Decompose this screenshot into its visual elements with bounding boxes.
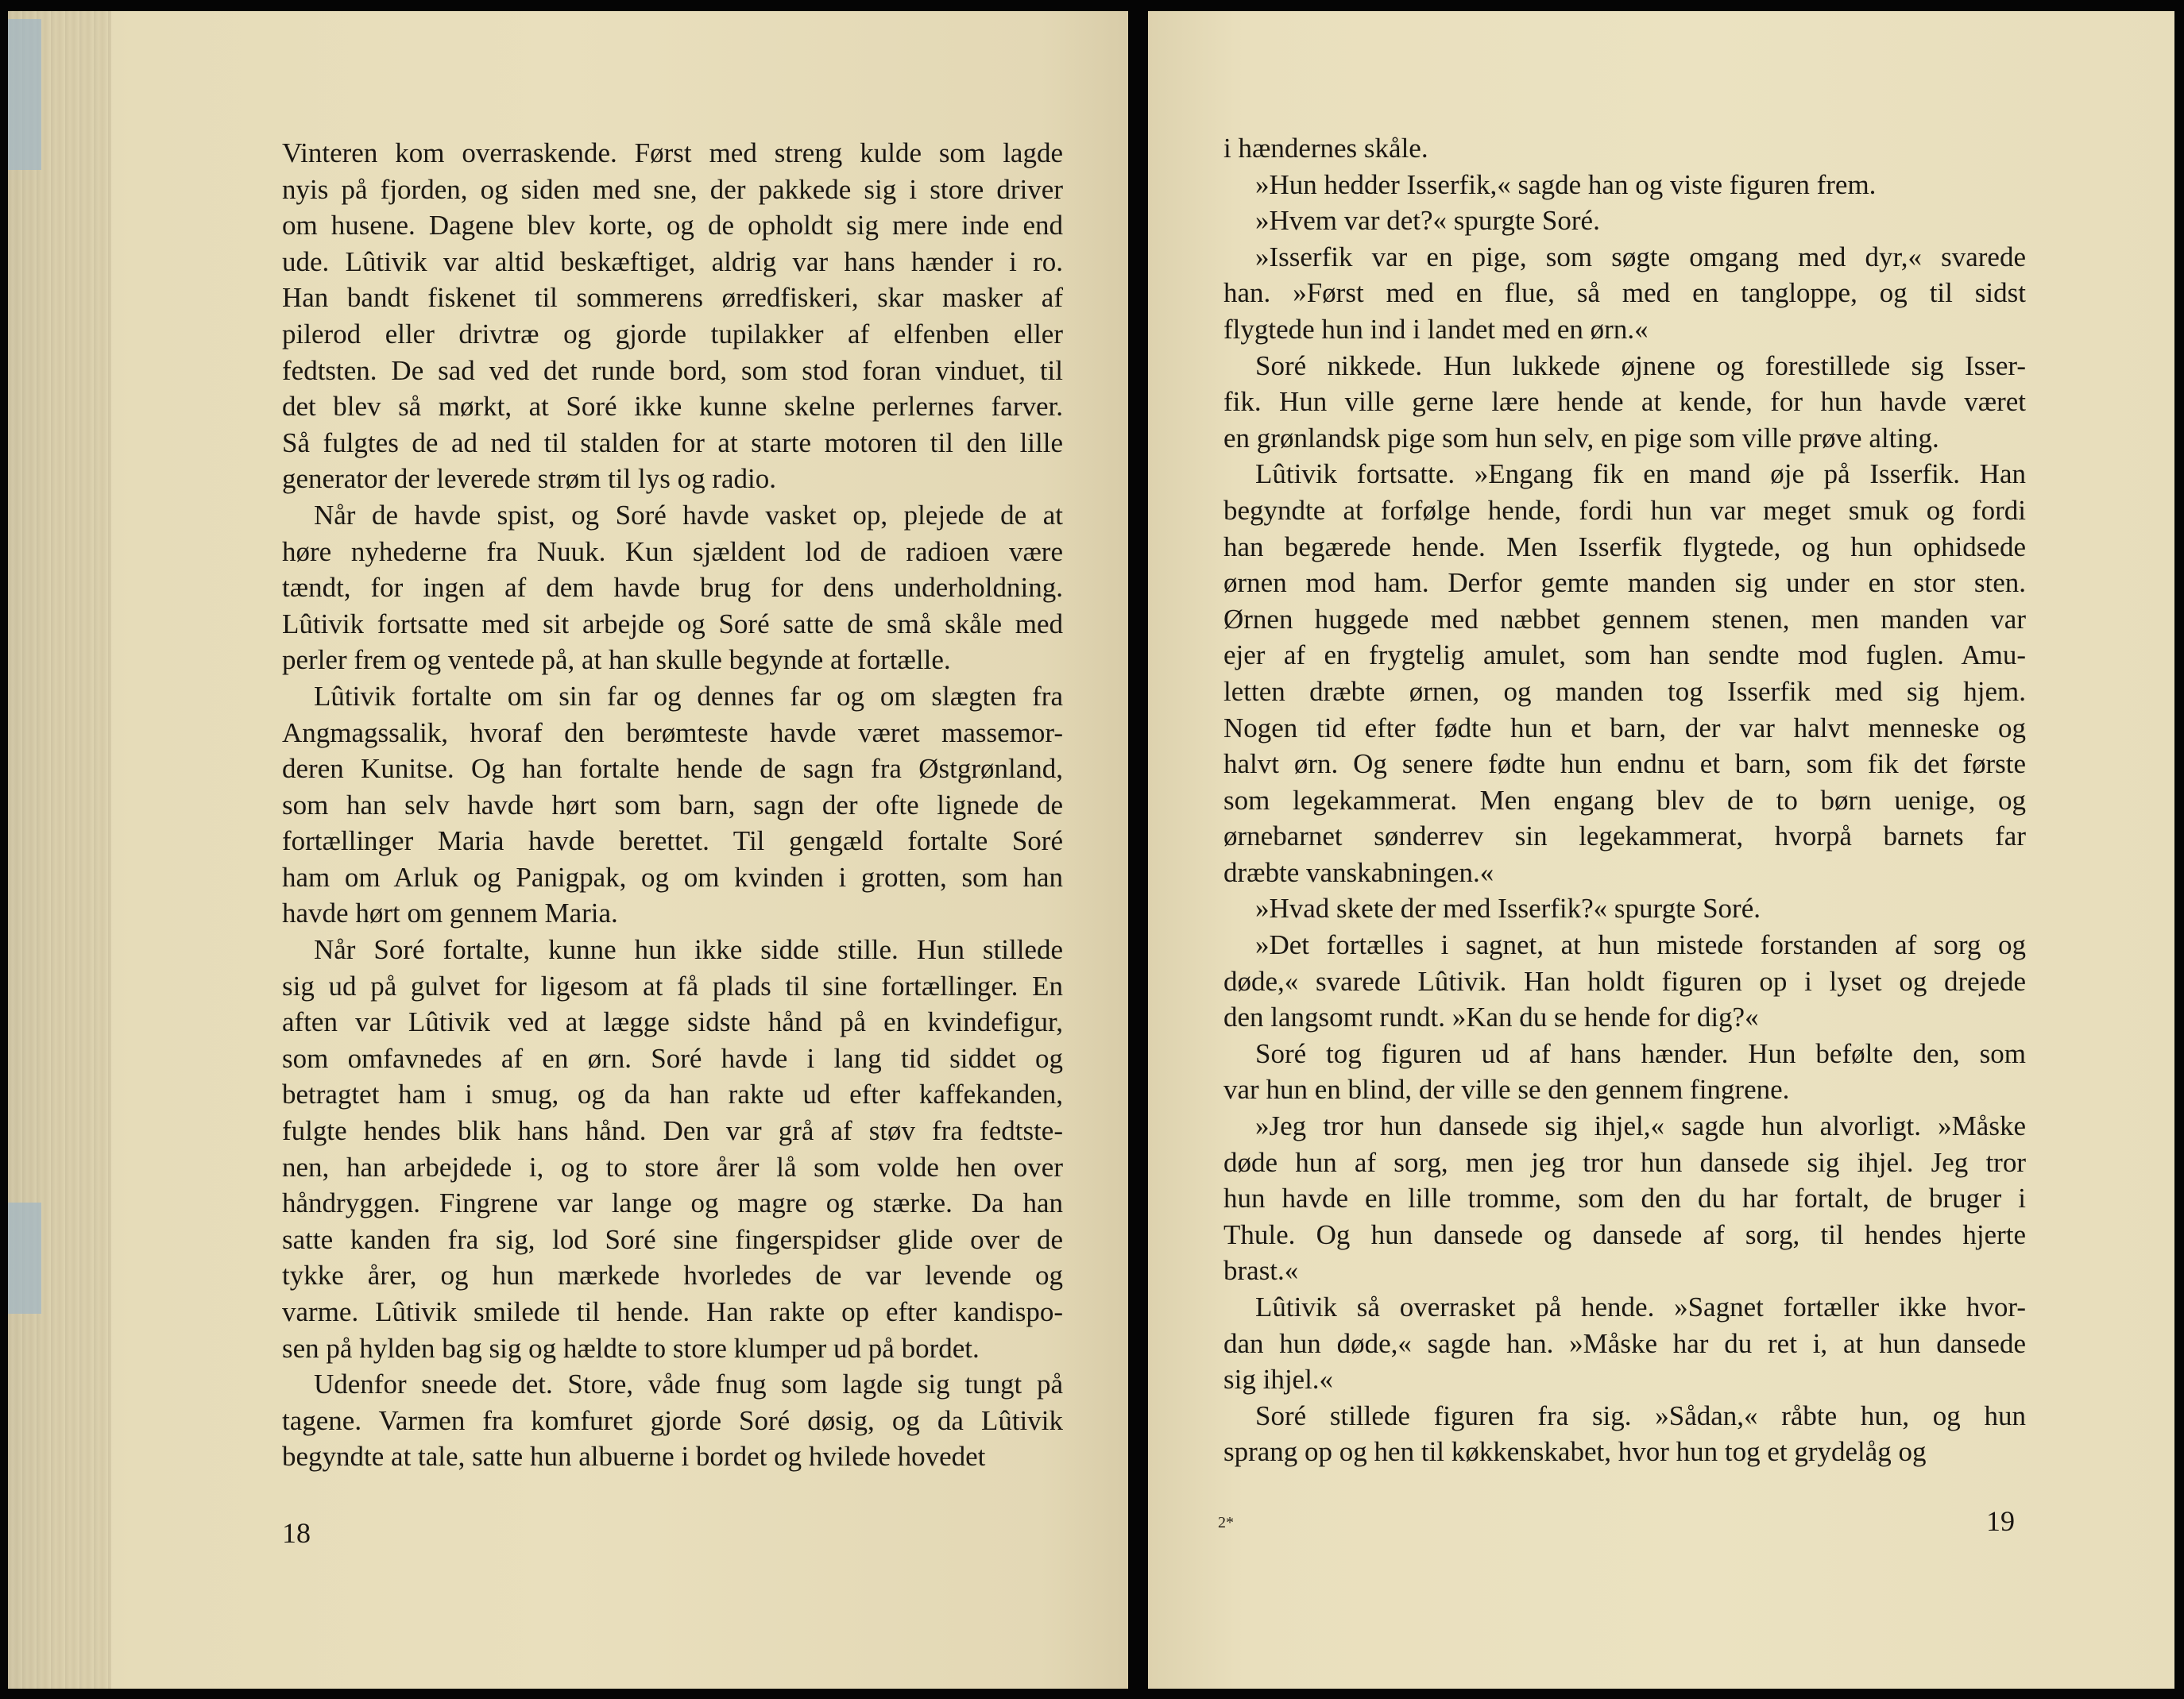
text-line: nen, han arbejdede i, og to store årer lå som volde hen over	[282, 1151, 1063, 1183]
page-number-right: 19	[1986, 1505, 2015, 1537]
text-line: døde,« svarede Lûtivik. Han holdt figuren op i lyset og drejede	[1223, 965, 2026, 997]
text-line: dan hun døde,« sagde han. »Måske har du ret i, at hun dansede	[1223, 1327, 2026, 1359]
text-line: begyndte at forfølge hende, fordi hun var meget smuk og fordi	[1223, 494, 2026, 526]
text-line: »Hun hedder Isserfik,« sagde han og viste figuren frem.	[1255, 168, 1877, 200]
signature-mark: 2*	[1218, 1514, 1234, 1531]
text-line: Ørnen huggede med næbbet gennem stenen, men manden var	[1223, 603, 2026, 635]
text-line: »Hvem var det?« spurgte Soré.	[1255, 205, 1600, 237]
text-line: »Isserfik var en pige, som søgte omgang med dyr,« svarede	[1255, 241, 2026, 272]
text-line: Lûtivik så overrasket på hende. »Sagnet fortæller ikke hvor-	[1255, 1292, 2026, 1323]
text-line: han begærede hende. Men Isserfik flygtede, og hun ophidsede	[1223, 531, 2026, 562]
text-line: en grønlandsk pige som hun selv, en pige som ville prøve alting.	[1223, 422, 1939, 454]
text-line: aften var Lûtivik ved at lægge sidste hånd på en kvindefigur,	[282, 1006, 1063, 1038]
page-number-left: 18	[282, 1517, 311, 1549]
text-line: betragtet ham i smug, og da han rakte ud efter kaffekanden,	[282, 1079, 1063, 1110]
text-line: »Jeg tror hun dansede sig ihjel,« sagde hun alvorligt. »Måske	[1255, 1110, 2026, 1142]
text-line: »Det fortælles i sagnet, at hun mistede forstanden af sorg og	[1255, 929, 2026, 961]
text-line: som legekammerat. Men engang blev de to børn uenige, og	[1223, 784, 2026, 816]
text-line: sprang op og hen til køkkenskabet, hvor hun tog et grydelåg og	[1223, 1436, 1927, 1468]
text-line: havde hørt om gennem Maria.	[282, 898, 618, 929]
text-line: Så fulgtes de ad ned til stalden for at starte motoren til den lille	[282, 427, 1063, 458]
text-line: Udenfor sneede det. Store, våde fnug som lagde sig tungt på	[314, 1369, 1063, 1400]
text-line: Når de havde spist, og Soré havde vasket op, plejede de at	[314, 499, 1063, 531]
text-line: begyndte at tale, satte hun albuerne i bordet og hvilede hovedet	[282, 1441, 986, 1473]
text-line: Lûtivik fortalte om sin far og dennes far og om slægten fra	[314, 680, 1063, 712]
text-line: tagene. Varmen fra komfuret gjorde Soré døsig, og da Lûtivik	[282, 1404, 1063, 1436]
text-line: han. »Først med en flue, så med en tangloppe, og til sidst	[1223, 277, 2026, 309]
text-line: døde hun af sorg, men jeg tror hun dansede sig ihjel. Jeg tror	[1223, 1146, 2026, 1178]
text-line: pilerod eller drivtræ og gjorde tupilakker af elfenben eller	[282, 318, 1063, 349]
text-line: flygtede hun ind i landet med en ørn.«	[1223, 313, 1649, 345]
blue-background-patch	[8, 19, 41, 170]
text-line: som han selv havde hørt som barn, sagn der ofte lignede de	[282, 789, 1063, 821]
text-line: tændt, for ingen af dem havde brug for dens underholdning.	[282, 572, 1063, 604]
text-line: varme. Lûtivik smilede til hende. Han rakte op efter kandispo-	[282, 1296, 1063, 1327]
text-line: Han bandt fiskenet til sommerens ørredfiskeri, skar masker af	[282, 282, 1063, 314]
text-line: fik. Hun ville gerne lære hende at kende, for hun havde været	[1223, 386, 2026, 418]
text-line: sen på hylden bag sig og hældte to store klumper ud på bordet.	[282, 1332, 980, 1364]
text-line: brast.«	[1223, 1255, 1299, 1287]
text-line: dræbte vanskabningen.«	[1223, 856, 1494, 888]
text-line: det blev så mørkt, at Soré ikke kunne skelne perlernes farver.	[282, 391, 1063, 423]
text-line: Vinteren kom overraskende. Først med streng kulde som lagde	[282, 137, 1063, 168]
text-line: Angmagssalik, hvoraf den berømteste havde været massemor-	[282, 716, 1063, 748]
text-line: håndryggen. Fingrene var lange og magre og stærke. Da han	[282, 1187, 1063, 1219]
text-line: ude. Lûtivik var altid beskæftiget, aldrig var hans hænder i ro.	[282, 245, 1063, 277]
text-line: Lûtivik fortsatte. »Engang fik en mand øje på Isserfik. Han	[1255, 458, 2026, 490]
text-line: ørnebarnet sønderrev sin legekammerat, hvorpå barnets far	[1223, 821, 2026, 852]
text-line: Når Soré fortalte, kunne hun ikke sidde stille. Hun stillede	[314, 934, 1063, 966]
text-line: sig ud på gulvet for ligesom at få plads til sine fortællinger. En	[282, 970, 1063, 1002]
text-line: generator der leverede strøm til lys og radio.	[282, 463, 777, 495]
text-line: deren Kunitse. Og han fortalte hende de sagn fra Østgrønland,	[282, 753, 1063, 785]
text-line: ejer af en frygtelig amulet, som han sendte mod fuglen. Amu-	[1223, 639, 2026, 671]
text-line: tykke årer, og hun mærkede hvorledes de var levende og	[282, 1260, 1063, 1292]
text-line: »Hvad skete der med Isserfik?« spurgte Soré.	[1255, 893, 1761, 925]
text-line: høre nyhederne fra Nuuk. Kun sjældent lod de radioen være	[282, 535, 1063, 567]
text-line: Thule. Og hun dansede og dansede af sorg, til hendes hjerte	[1223, 1218, 2026, 1250]
text-line: Nogen tid efter fødte hun et barn, der var halvt menneske og	[1223, 712, 2026, 743]
text-line: den langsomt rundt. »Kan du se hende for dig?«	[1223, 1002, 1759, 1033]
right-page	[1148, 11, 2174, 1689]
text-line: som omfavnedes af en ørn. Soré havde i lang tid siddet og	[282, 1042, 1063, 1074]
text-line: Lûtivik fortsatte med sit arbejde og Soré satte de små skåle med	[282, 608, 1063, 639]
blue-background-patch	[8, 1203, 41, 1314]
text-line: satte kanden fra sig, lod Soré sine fingerspidser glide over de	[282, 1223, 1063, 1255]
right-page-text	[1223, 130, 2026, 1470]
text-line: sig ihjel.«	[1223, 1364, 1334, 1396]
page-edge-stack	[8, 11, 111, 1689]
text-line: fedtsten. De sad ved det runde bord, som stod foran vinduet, til	[282, 354, 1063, 386]
text-line: ham om Arluk og Panigpak, og om kvinden i grotten, som han	[282, 861, 1063, 893]
text-line: Soré stillede figuren fra sig. »Sådan,« råbte hun, og hun	[1255, 1400, 2026, 1431]
left-page-text	[282, 135, 1063, 1475]
text-line: nyis på fjorden, og siden med sne, der pakkede sig i store driver	[282, 173, 1063, 205]
text-line: perler frem og ventede på, at han skulle begynde at fortælle.	[282, 644, 951, 676]
text-line: Soré tog figuren ud af hans hænder. Hun befølte den, som	[1255, 1037, 2026, 1069]
text-line: letten dræbte ørnen, og manden tog Isserfik med sig hjem.	[1223, 675, 2026, 707]
text-line: var hun en blind, der ville se den gennem fingrene.	[1223, 1074, 1790, 1106]
text-line: ørnen mod ham. Derfor gemte manden sig under en stor sten.	[1223, 567, 2026, 599]
left-page	[8, 11, 1128, 1689]
text-line: halvt ørn. Og senere fødte hun endnu et barn, som fik det første	[1223, 748, 2026, 780]
text-line: om husene. Dagene blev korte, og de opholdt sig mere inde end	[282, 210, 1063, 241]
text-line: i hændernes skåle.	[1223, 133, 1428, 164]
text-line: Soré nikkede. Hun lukkede øjnene og forestillede sig Isser-	[1255, 349, 2026, 381]
text-line: fortællinger Maria havde berettet. Til gengæld fortalte Soré	[282, 825, 1063, 857]
text-line: hun havde en lille tromme, som den du har fortalt, de bruger i	[1223, 1183, 2026, 1214]
text-line: fulgte hendes blik hans hånd. Den var grå af støv fra fedtste-	[282, 1115, 1063, 1147]
